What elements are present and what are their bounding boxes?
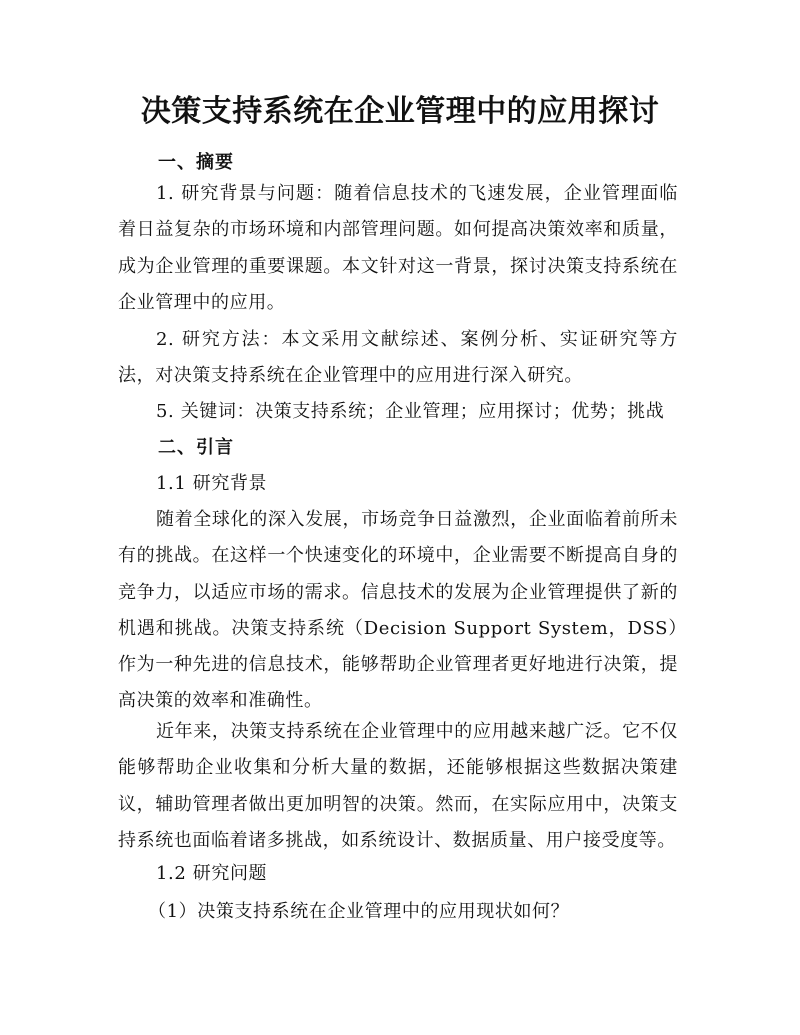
section-heading-introduction: 二、引言 xyxy=(158,437,234,458)
introduction-paragraph-2: 近年来，决策支持系统在企业管理中的应用越来越广泛。它不仅能够帮助企业收集和分析大量的数据，还能够根据这些数据决策建议，辅助管理者做出更加明智的决策。然而，在实际应用中，决策支持系统也面临着诸多挑战，如系统设计、数据质量、用户接受度等。 xyxy=(118,721,678,851)
subsection-heading-background: 1.1 研究背景 xyxy=(156,473,268,494)
section-heading-abstract: 一、摘要 xyxy=(158,152,234,173)
abstract-paragraph-background: 1. 研究背景与问题：随着信息技术的飞速发展，企业管理面临着日益复杂的市场环境和内部管理问题。如何提高决策效率和质量，成为企业管理的重要课题。本文针对这一背景，探讨决策支持系统在企业管理中的应用。 xyxy=(118,183,678,313)
research-question-1: （1）决策支持系统在企业管理中的应用现状如何？ xyxy=(148,901,570,922)
abstract-paragraph-keywords: 5. 关键词：决策支持系统；企业管理；应用探讨；优势；挑战 xyxy=(156,401,665,422)
introduction-paragraph-1: 随着全球化的深入发展，市场竞争日益激烈，企业面临着前所未有的挑战。在这样一个快速变化的环境中，企业需要不断提高自身的竞争力，以适应市场的需求。信息技术的发展为企业管理提供了新的机遇和挑战。决策支持系统（Decision Support System，DSS）作为一种先进的信息技术，能够帮助企业管理者更好地进行决策，提高决策的效率和准确性。 xyxy=(118,509,678,712)
abstract-paragraph-method: 2. 研究方法：本文采用文献综述、案例分析、实证研究等方法，对决策支持系统在企业管理中的应用进行深入研究。 xyxy=(118,329,678,387)
document-title: 决策支持系统在企业管理中的应用探讨 xyxy=(140,94,660,129)
subsection-heading-research-questions: 1.2 研究问题 xyxy=(156,863,268,884)
